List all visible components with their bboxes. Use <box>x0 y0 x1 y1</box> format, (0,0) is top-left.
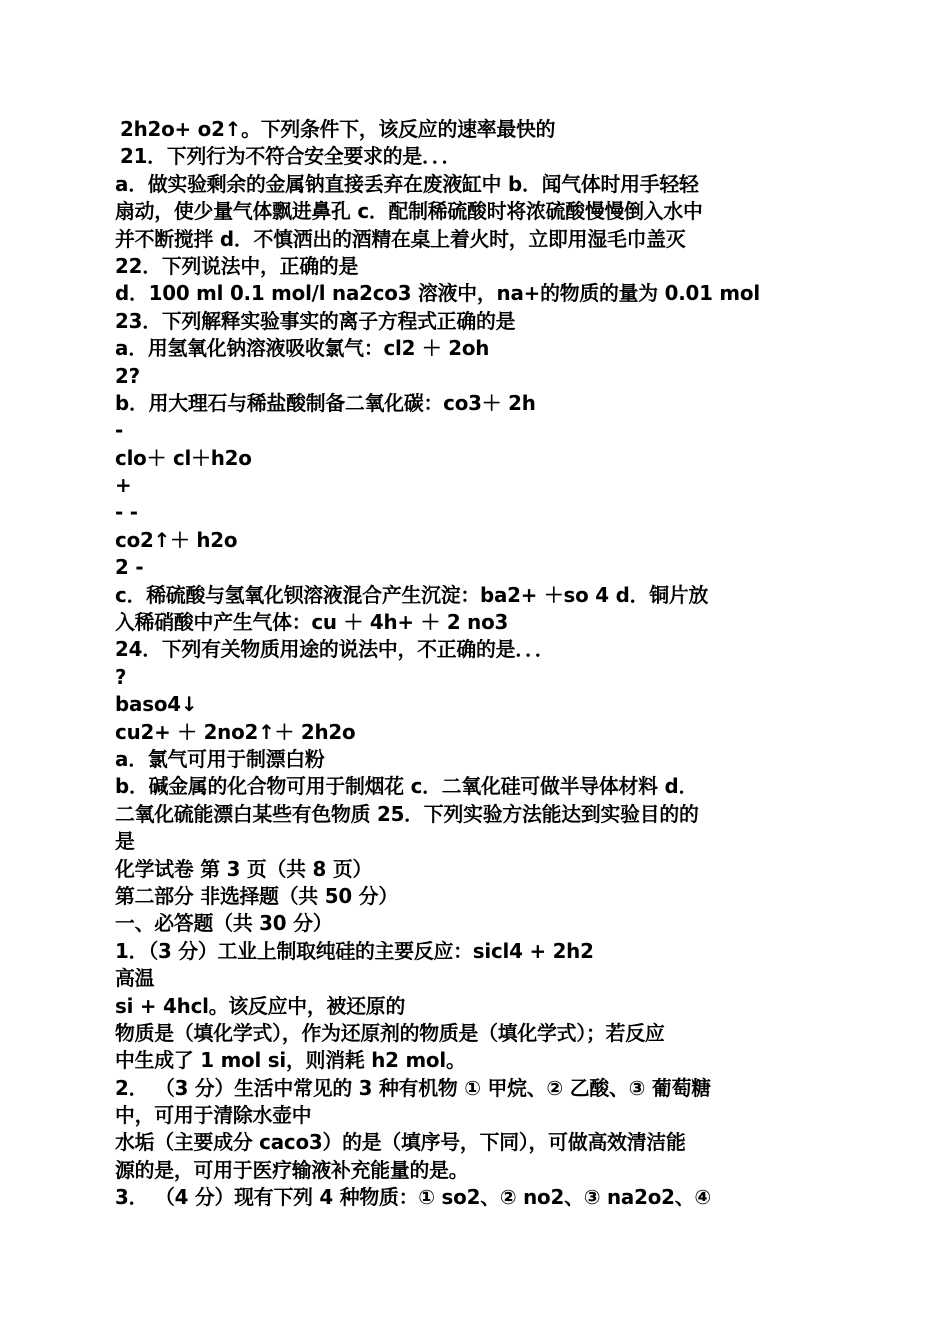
text-line: 入稀硝酸中产生气体：cu ＋ 4h+ ＋ 2 no3 <box>115 610 509 635</box>
text-line: 一、必答题（共 30 分） <box>115 911 333 936</box>
text-line: b．用大理石与稀盐酸制备二氧化碳：co3＋ 2h <box>115 390 536 415</box>
text-line: d．100 ml 0.1 mol/l na2co3 溶液中，na+的物质的量为 0.01 mol <box>115 281 760 306</box>
text-line: 二氧化硫能漂白某些有色物质 25．下列实验方法能达到实验目的的 <box>115 801 699 826</box>
text-line: 并不断搅拌 d．不慎洒出的酒精在桌上着火时，立即用湿毛巾盖灭 <box>115 226 686 251</box>
text-line: 2? <box>115 363 140 388</box>
text-line: 化学试卷 第 3 页（共 8 页） <box>115 856 373 881</box>
text-line: co2↑＋ h2o <box>115 527 238 552</box>
text-line: 21．下列行为不符合安全要求的是．．． <box>119 144 462 169</box>
text-line: baso4↓ <box>115 692 198 717</box>
text-line: 24．下列有关物质用途的说法中，不正确的是．．． <box>115 637 555 662</box>
text-line: 2 - <box>115 555 144 580</box>
text-line: ? <box>115 664 127 689</box>
text-line: 中，可用于清除水壶中 <box>115 1103 312 1128</box>
text-line: 扇动，使少量气体飘进鼻孔 c．配制稀硫酸时将浓硫酸慢慢倒入水中 <box>115 199 703 224</box>
text-line: - - <box>115 500 138 525</box>
text-line: 高温 <box>115 966 155 991</box>
text-line: + <box>115 473 132 498</box>
text-line: 是 <box>115 829 135 854</box>
text-line: 物质是（填化学式），作为还原剂的物质是（填化学式）；若反应 <box>115 1020 665 1045</box>
text-line: c．稀硫酸与氢氧化钡溶液混合产生沉淀：ba2+ ＋so 4 d．铜片放 <box>115 582 709 607</box>
text-line: si + 4hcl。该反应中，被还原的 <box>115 993 406 1018</box>
text-line: 3． （4 分）现有下列 4 种物质：① so2、② no2、③ na2o2、④ <box>115 1185 711 1210</box>
text-line: 23．下列解释实验事实的离子方程式正确的是 <box>115 308 516 333</box>
document-body <box>0 116 950 1212</box>
text-line: 源的是，可用于医疗输液补充能量的是。 <box>115 1157 469 1182</box>
text-line: 22．下列说法中，正确的是 <box>115 253 359 278</box>
text-line: a．氯气可用于制漂白粉 <box>115 746 325 771</box>
text-line: 2． （3 分）生活中常见的 3 种有机物 ① 甲烷、② 乙酸、③ 葡萄糖 <box>115 1075 711 1100</box>
text-line: b．碱金属的化合物可用于制烟花 c．二氧化硅可做半导体材料 d． <box>115 774 699 799</box>
text-line: cu2+ ＋ 2no2↑＋ 2h2o <box>115 719 356 744</box>
text-line: clo＋ cl＋h2o <box>115 445 252 470</box>
text-line: a．用氢氧化钠溶液吸收氯气：cl2 ＋ 2oh <box>115 336 490 361</box>
text-line: 1．（3 分）工业上制取纯硅的主要反应：sicl4 + 2h2 <box>115 938 594 963</box>
text-line: 2h2o+ o2↑。下列条件下，该反应的速率最快的 <box>119 117 556 141</box>
text-line: 中生成了 1 mol si，则消耗 h2 mol。 <box>115 1048 466 1073</box>
text-line: 水垢（主要成分 caco3）的是（填序号，下同），可做高效清洁能 <box>115 1130 686 1155</box>
text-line: 第二部分 非选择题（共 50 分） <box>115 883 398 908</box>
text-line: - <box>115 418 124 443</box>
text-line: a．做实验剩余的金属钠直接丢弃在废液缸中 b．闻气体时用手轻轻 <box>115 171 699 196</box>
